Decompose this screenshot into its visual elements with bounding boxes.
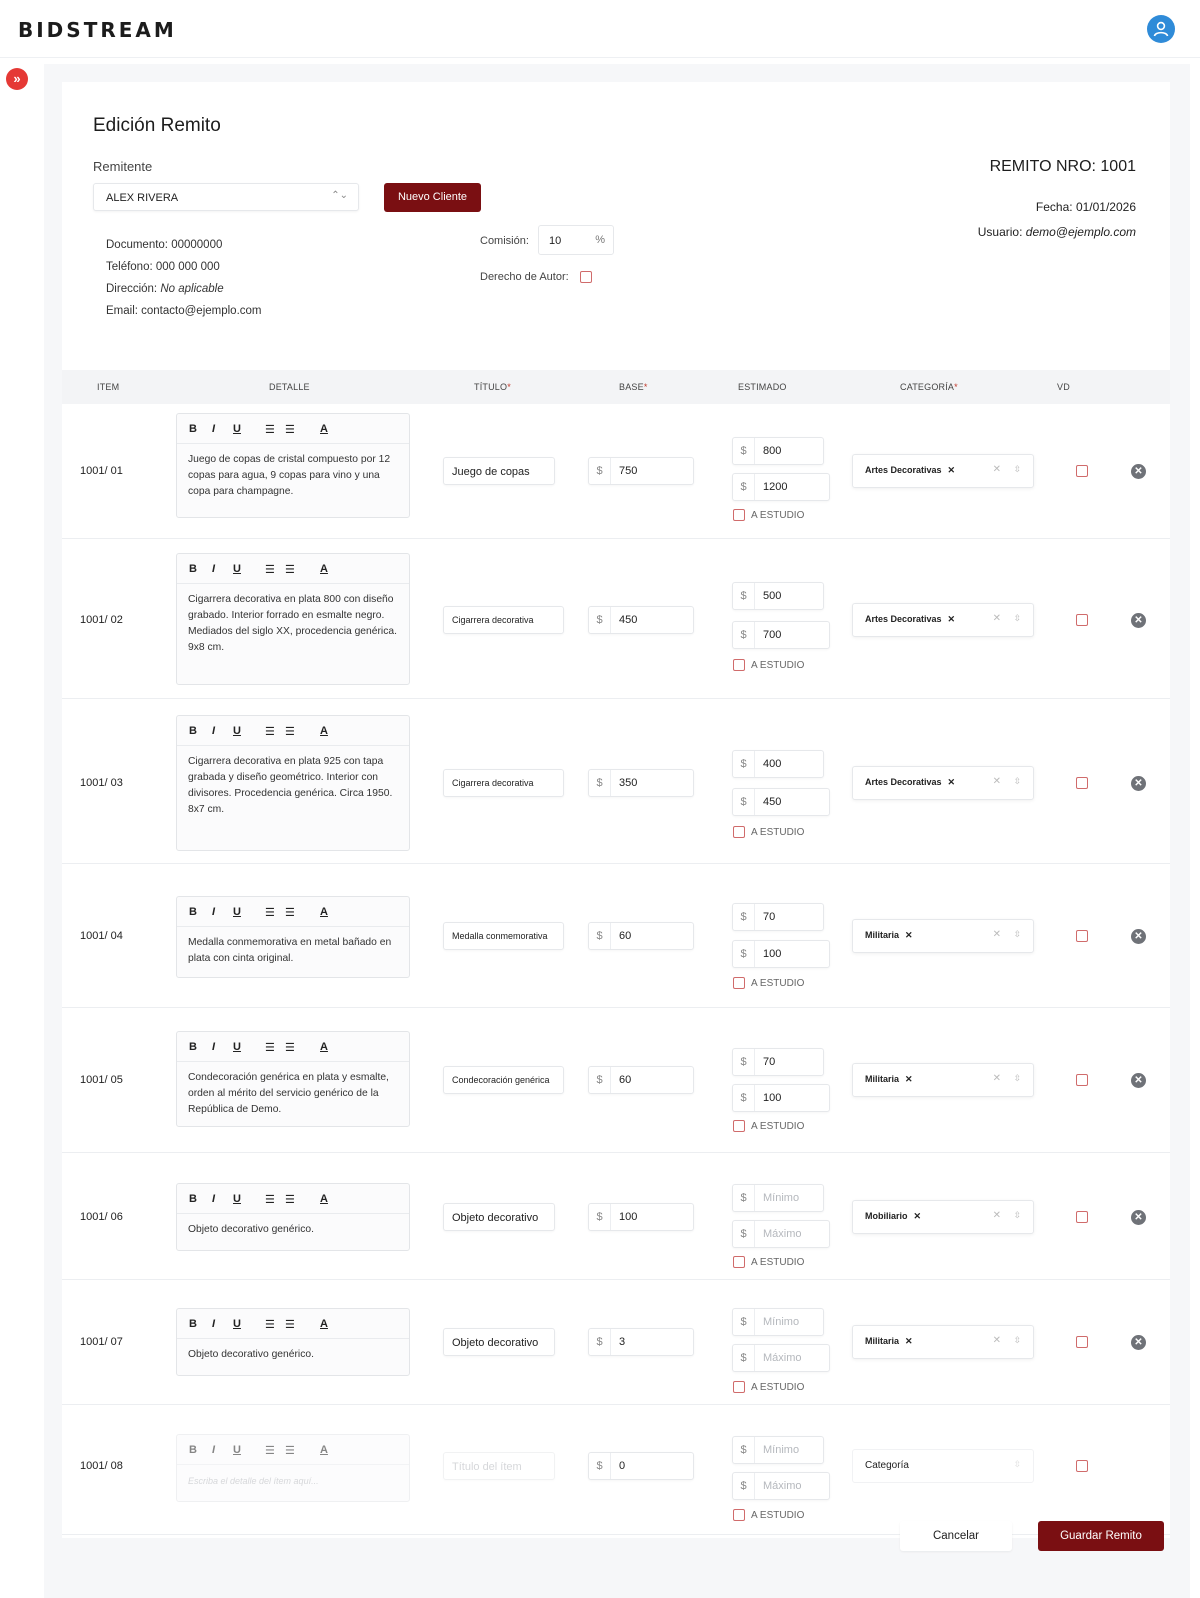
currency-prefix: $ bbox=[589, 1067, 611, 1093]
ordered-list-icon[interactable]: ☰ bbox=[265, 1042, 275, 1054]
categoria-select[interactable] bbox=[852, 454, 1034, 488]
expand-sidebar-icon[interactable]: » bbox=[6, 68, 28, 90]
estimado-max-input[interactable]: $ 1200 bbox=[732, 473, 830, 501]
detalle-text: Juego de copas de cristal compuesto por 12 copas para agua, 9 copas para vino y una copa para champagne. bbox=[188, 454, 391, 497]
base-input[interactable]: $ 3 bbox=[588, 1328, 694, 1356]
estimado-min-input[interactable]: $ 70 bbox=[732, 903, 824, 931]
th-vd: VD bbox=[1057, 382, 1070, 392]
categoria-select[interactable] bbox=[852, 1200, 1034, 1234]
estimado-min-input[interactable]: $ Mínimo bbox=[732, 1184, 824, 1212]
underline-icon[interactable]: U bbox=[233, 1444, 241, 1456]
ordered-list-icon[interactable]: ☰ bbox=[265, 424, 275, 436]
chevron-updown-icon: ⌃⌄ bbox=[331, 190, 348, 201]
a-estudio-checkbox[interactable] bbox=[733, 1256, 745, 1268]
table-header bbox=[62, 370, 1170, 404]
underline-icon[interactable]: U bbox=[233, 1041, 241, 1053]
categoria-select[interactable] bbox=[852, 919, 1034, 953]
underline-icon[interactable]: U bbox=[233, 423, 241, 435]
client-documento: Documento: 00000000 bbox=[106, 239, 223, 251]
currency-prefix: $ bbox=[733, 941, 755, 967]
editor-toolbar bbox=[177, 1309, 409, 1339]
delete-row-icon[interactable]: ✕ bbox=[1131, 613, 1146, 628]
estimado-min-input[interactable]: $ Mínimo bbox=[732, 1308, 824, 1336]
bold-icon[interactable]: B bbox=[189, 1318, 197, 1330]
categoria-select[interactable] bbox=[852, 603, 1034, 637]
text-color-icon[interactable]: A bbox=[320, 423, 328, 435]
editor-toolbar bbox=[177, 414, 409, 444]
chevron-updown-icon: ⇳ bbox=[1013, 1459, 1021, 1469]
base-input[interactable]: $ 750 bbox=[588, 457, 694, 485]
currency-prefix: $ bbox=[733, 1185, 755, 1211]
titulo-input[interactable]: Cigarrera decorativa bbox=[443, 606, 564, 634]
a-estudio-option[interactable]: A ESTUDIO bbox=[733, 1256, 804, 1268]
estimado-min-input[interactable]: $ 70 bbox=[732, 1048, 824, 1076]
detalle-editor[interactable] bbox=[176, 1183, 410, 1251]
base-input[interactable]: $ 60 bbox=[588, 922, 694, 950]
underline-icon[interactable]: U bbox=[233, 906, 241, 918]
currency-prefix: $ bbox=[733, 1085, 755, 1111]
underline-icon[interactable]: U bbox=[233, 563, 241, 575]
item-number: 1001/ 05 bbox=[80, 1074, 123, 1086]
currency-prefix: $ bbox=[733, 789, 755, 815]
remito-user: Usuario: demo@ejemplo.com bbox=[977, 225, 1136, 239]
categoria-chip: Militaria ✕ bbox=[865, 930, 913, 940]
app-logo: BIDSTREAM bbox=[18, 18, 177, 42]
delete-row-icon[interactable]: ✕ bbox=[1131, 1073, 1146, 1088]
item-number: 1001/ 02 bbox=[80, 614, 123, 626]
detalle-editor[interactable] bbox=[176, 1308, 410, 1376]
vd-checkbox[interactable] bbox=[1076, 777, 1088, 789]
delete-row-icon[interactable]: ✕ bbox=[1131, 776, 1146, 791]
clear-icon[interactable]: ✕ bbox=[992, 613, 1001, 624]
detalle-text: Escriba el detalle del ítem aquí... bbox=[188, 1476, 319, 1486]
vd-checkbox[interactable] bbox=[1076, 614, 1088, 626]
remove-chip-icon[interactable]: ✕ bbox=[947, 777, 956, 787]
client-direccion: Dirección: No aplicable bbox=[106, 283, 224, 295]
delete-row-icon[interactable]: ✕ bbox=[1131, 1335, 1146, 1350]
a-estudio-checkbox[interactable] bbox=[733, 1120, 745, 1132]
editor-toolbar bbox=[177, 1032, 409, 1062]
italic-icon[interactable]: I bbox=[212, 725, 216, 737]
currency-prefix: $ bbox=[733, 622, 755, 648]
estimado-min-input[interactable]: $ 500 bbox=[732, 582, 824, 610]
estimado-max-input[interactable]: $ 450 bbox=[732, 788, 830, 816]
item-number: 1001/ 01 bbox=[80, 465, 123, 477]
detalle-editor[interactable] bbox=[176, 715, 410, 851]
remove-chip-icon[interactable]: ✕ bbox=[905, 1336, 913, 1346]
th-categoria: CATEGORÍA* bbox=[900, 382, 958, 392]
ordered-list-icon[interactable]: ☰ bbox=[265, 564, 275, 576]
comision-input[interactable]: 10 % bbox=[538, 225, 614, 255]
text-color-icon[interactable]: A bbox=[320, 725, 328, 737]
a-estudio-checkbox[interactable] bbox=[733, 659, 745, 671]
base-input[interactable]: $ 450 bbox=[588, 606, 694, 634]
currency-prefix: $ bbox=[733, 1437, 755, 1463]
editor-toolbar bbox=[177, 554, 409, 584]
bold-icon[interactable]: B bbox=[189, 906, 197, 918]
ordered-list-icon[interactable]: ☰ bbox=[265, 726, 275, 738]
chevron-updown-icon: ⇳ bbox=[1013, 1210, 1021, 1220]
categoria-chip: Militaria ✕ bbox=[865, 1336, 913, 1346]
page-title: Edición Remito bbox=[93, 115, 221, 136]
percent-suffix: % bbox=[595, 234, 605, 246]
bullet-list-icon[interactable]: ☰ bbox=[285, 1445, 295, 1457]
underline-icon[interactable]: U bbox=[233, 725, 241, 737]
remitente-label: Remitente bbox=[93, 159, 153, 174]
text-color-icon[interactable]: A bbox=[320, 1193, 328, 1205]
currency-prefix: $ bbox=[733, 1309, 755, 1335]
a-estudio-checkbox[interactable] bbox=[733, 977, 745, 989]
italic-icon[interactable]: I bbox=[212, 563, 216, 575]
currency-prefix: $ bbox=[589, 1204, 611, 1230]
item-number: 1001/ 03 bbox=[80, 777, 123, 789]
categoria-select[interactable] bbox=[852, 1063, 1034, 1097]
comision-label: Comisión: bbox=[480, 235, 529, 247]
detalle-editor[interactable] bbox=[176, 896, 410, 978]
chevron-updown-icon: ⇳ bbox=[1013, 1073, 1021, 1083]
client-telefono: Teléfono: 000 000 000 bbox=[106, 261, 220, 273]
detalle-text: Objeto decorativo genérico. bbox=[188, 1349, 314, 1360]
categoria-chip: Mobiliario ✕ bbox=[865, 1211, 922, 1221]
client-email: Email: contacto@ejemplo.com bbox=[106, 305, 262, 317]
categoria-select[interactable] bbox=[852, 1325, 1034, 1359]
currency-prefix: $ bbox=[589, 1329, 611, 1355]
a-estudio-option[interactable]: A ESTUDIO bbox=[733, 977, 804, 989]
currency-prefix: $ bbox=[733, 1345, 755, 1371]
detalle-editor[interactable] bbox=[176, 413, 410, 518]
categoria-chip: Militaria ✕ bbox=[865, 1074, 913, 1084]
chevron-updown-icon: ⇳ bbox=[1013, 929, 1021, 939]
derecho-autor-checkbox[interactable] bbox=[580, 271, 592, 283]
a-estudio-checkbox[interactable] bbox=[733, 826, 745, 838]
chevron-updown-icon: ⇳ bbox=[1013, 613, 1021, 623]
currency-prefix: $ bbox=[733, 474, 755, 500]
currency-prefix: $ bbox=[589, 1453, 611, 1479]
item-number: 1001/ 06 bbox=[80, 1211, 123, 1223]
ordered-list-icon[interactable]: ☰ bbox=[265, 1445, 275, 1457]
th-detalle: DETALLE bbox=[269, 382, 310, 392]
th-base: BASE* bbox=[619, 382, 648, 392]
currency-prefix: $ bbox=[733, 904, 755, 930]
estimado-min-input[interactable]: $ 400 bbox=[732, 750, 824, 778]
titulo-input[interactable]: Medalla conmemorativa bbox=[443, 922, 564, 950]
vd-checkbox[interactable] bbox=[1076, 1211, 1088, 1223]
titulo-input[interactable]: Título del ítem bbox=[443, 1452, 555, 1480]
text-color-icon[interactable]: A bbox=[320, 1041, 328, 1053]
remitente-value: ALEX RIVERA bbox=[106, 192, 179, 204]
top-bar bbox=[0, 0, 1200, 58]
bullet-list-icon[interactable]: ☰ bbox=[285, 564, 295, 576]
vd-checkbox[interactable] bbox=[1076, 1460, 1088, 1472]
a-estudio-option[interactable]: A ESTUDIO bbox=[733, 1120, 804, 1132]
currency-prefix: $ bbox=[733, 751, 755, 777]
remito-date: Fecha: 01/01/2026 bbox=[1035, 200, 1136, 214]
base-input[interactable]: $ 0 bbox=[588, 1452, 694, 1480]
ordered-list-icon[interactable]: ☰ bbox=[265, 1319, 275, 1331]
item-number: 1001/ 08 bbox=[80, 1460, 123, 1472]
ordered-list-icon[interactable]: ☰ bbox=[265, 907, 275, 919]
currency-prefix: $ bbox=[589, 770, 611, 796]
titulo-input[interactable]: Objeto decorativo bbox=[443, 1328, 555, 1356]
bullet-list-icon[interactable]: ☰ bbox=[285, 907, 295, 919]
clear-icon[interactable]: ✕ bbox=[992, 776, 1001, 787]
currency-prefix: $ bbox=[589, 923, 611, 949]
delete-row-icon[interactable]: ✕ bbox=[1131, 464, 1146, 479]
currency-prefix: $ bbox=[733, 1049, 755, 1075]
bullet-list-icon[interactable]: ☰ bbox=[285, 1319, 295, 1331]
bold-icon[interactable]: B bbox=[189, 1444, 197, 1456]
editor-toolbar bbox=[177, 1184, 409, 1214]
vd-checkbox[interactable] bbox=[1076, 1336, 1088, 1348]
item-number: 1001/ 04 bbox=[80, 930, 123, 942]
clear-icon[interactable]: ✕ bbox=[992, 1210, 1001, 1221]
detalle-text: Cigarrera decorativa en plata 800 con diseño grabado. Interior forrado en esmalte negro. Mediados del siglo XX, procedencia genérica. 9x8 cm. bbox=[188, 594, 397, 653]
a-estudio-option[interactable]: A ESTUDIO bbox=[733, 826, 804, 838]
base-input[interactable]: $ 60 bbox=[588, 1066, 694, 1094]
editor-toolbar bbox=[177, 716, 409, 746]
text-color-icon[interactable]: A bbox=[320, 1444, 328, 1456]
detalle-editor[interactable] bbox=[176, 1031, 410, 1127]
categoria-select[interactable]: Categoría ⇳ bbox=[852, 1449, 1034, 1483]
titulo-input[interactable]: Cigarrera decorativa bbox=[443, 769, 564, 797]
vd-checkbox[interactable] bbox=[1076, 465, 1088, 477]
user-icon[interactable] bbox=[1147, 15, 1175, 43]
text-color-icon[interactable]: A bbox=[320, 906, 328, 918]
text-color-icon[interactable]: A bbox=[320, 563, 328, 575]
remove-chip-icon[interactable]: ✕ bbox=[947, 614, 956, 624]
currency-prefix: $ bbox=[589, 607, 611, 633]
estimado-min-input[interactable]: $ 800 bbox=[732, 437, 824, 465]
a-estudio-checkbox[interactable] bbox=[733, 1509, 745, 1521]
delete-row-icon[interactable]: ✕ bbox=[1131, 1210, 1146, 1225]
vd-checkbox[interactable] bbox=[1076, 1074, 1088, 1086]
th-estimado: ESTIMADO bbox=[738, 382, 787, 392]
estimado-max-input[interactable]: $ 100 bbox=[732, 1084, 830, 1112]
categoria-select[interactable] bbox=[852, 766, 1034, 800]
currency-prefix: $ bbox=[733, 438, 755, 464]
item-number: 1001/ 07 bbox=[80, 1336, 123, 1348]
italic-icon[interactable]: I bbox=[212, 1041, 216, 1053]
cancel-button[interactable]: Cancelar bbox=[900, 1521, 1012, 1551]
currency-prefix: $ bbox=[733, 1221, 755, 1247]
bullet-list-icon[interactable]: ☰ bbox=[285, 1042, 295, 1054]
remitente-select[interactable] bbox=[93, 183, 359, 211]
estimado-max-input[interactable]: $ 700 bbox=[732, 621, 830, 649]
bold-icon[interactable]: B bbox=[189, 1041, 197, 1053]
bullet-list-icon[interactable]: ☰ bbox=[285, 424, 295, 436]
detalle-editor[interactable] bbox=[176, 553, 410, 685]
italic-icon[interactable]: I bbox=[212, 1444, 216, 1456]
vd-checkbox[interactable] bbox=[1076, 930, 1088, 942]
ordered-list-icon[interactable]: ☰ bbox=[265, 1194, 275, 1206]
derecho-autor-label: Derecho de Autor: bbox=[480, 271, 569, 283]
clear-icon[interactable]: ✕ bbox=[992, 464, 1001, 475]
italic-icon[interactable]: I bbox=[212, 1193, 216, 1205]
a-estudio-option[interactable]: A ESTUDIO bbox=[733, 1381, 804, 1393]
bullet-list-icon[interactable]: ☰ bbox=[285, 1194, 295, 1206]
remove-chip-icon[interactable]: ✕ bbox=[905, 1074, 913, 1084]
detalle-text: Cigarrera decorativa en plata 925 con tapa grabada y diseño geométrico. Interior con divisores. Procedencia genérica. Circa 1950. 8x7 cm. bbox=[188, 756, 393, 815]
remove-chip-icon[interactable]: ✕ bbox=[905, 930, 913, 940]
chevron-updown-icon: ⇳ bbox=[1013, 776, 1021, 786]
currency-prefix: $ bbox=[733, 1473, 755, 1499]
categoria-chip: Artes Decorativas ✕ bbox=[865, 777, 956, 787]
detalle-text: Objeto decorativo genérico. bbox=[188, 1224, 314, 1235]
a-estudio-checkbox[interactable] bbox=[733, 1381, 745, 1393]
client-info bbox=[106, 234, 262, 322]
clear-icon[interactable]: ✕ bbox=[992, 1073, 1001, 1084]
detalle-editor[interactable] bbox=[176, 1434, 410, 1502]
th-item: ITEM bbox=[97, 382, 120, 392]
currency-prefix: $ bbox=[589, 458, 611, 484]
bold-icon[interactable]: B bbox=[189, 423, 197, 435]
a-estudio-option[interactable]: A ESTUDIO bbox=[733, 659, 804, 671]
bullet-list-icon[interactable]: ☰ bbox=[285, 726, 295, 738]
clear-icon[interactable]: ✕ bbox=[992, 929, 1001, 940]
bold-icon[interactable]: B bbox=[189, 1193, 197, 1205]
estimado-max-input[interactable]: $ Máximo bbox=[732, 1344, 830, 1372]
nuevo-cliente-button[interactable]: Nuevo Cliente bbox=[384, 183, 481, 212]
chevron-updown-icon: ⇳ bbox=[1013, 464, 1021, 474]
italic-icon[interactable]: I bbox=[212, 423, 216, 435]
titulo-input[interactable]: Juego de copas bbox=[443, 457, 555, 485]
estimado-max-input[interactable]: $ Máximo bbox=[732, 1220, 830, 1248]
currency-prefix: $ bbox=[733, 583, 755, 609]
chevron-updown-icon: ⇳ bbox=[1013, 1335, 1021, 1345]
underline-icon[interactable]: U bbox=[233, 1318, 241, 1330]
delete-row-icon[interactable]: ✕ bbox=[1131, 929, 1146, 944]
bold-icon[interactable]: B bbox=[189, 725, 197, 737]
estimado-min-input[interactable]: $ Mínimo bbox=[732, 1436, 824, 1464]
editor-toolbar bbox=[177, 897, 409, 927]
categoria-chip: Artes Decorativas ✕ bbox=[865, 614, 956, 624]
base-input[interactable]: $ 350 bbox=[588, 769, 694, 797]
base-input[interactable]: $ 100 bbox=[588, 1203, 694, 1231]
remito-number: REMITO NRO: 1001 bbox=[989, 158, 1136, 175]
estimado-max-input[interactable]: $ 100 bbox=[732, 940, 830, 968]
clear-icon[interactable]: ✕ bbox=[992, 1335, 1001, 1346]
italic-icon[interactable]: I bbox=[212, 1318, 216, 1330]
categoria-chip: Artes Decorativas ✕ bbox=[865, 465, 956, 475]
italic-icon[interactable]: I bbox=[212, 906, 216, 918]
a-estudio-option[interactable]: A ESTUDIO bbox=[733, 509, 804, 521]
a-estudio-checkbox[interactable] bbox=[733, 509, 745, 521]
titulo-input[interactable]: Condecoración genérica bbox=[443, 1066, 564, 1094]
th-titulo: TÍTULO* bbox=[474, 382, 511, 392]
titulo-input[interactable]: Objeto decorativo bbox=[443, 1203, 555, 1231]
a-estudio-option[interactable]: A ESTUDIO bbox=[733, 1509, 804, 1521]
remove-chip-icon[interactable]: ✕ bbox=[947, 465, 956, 475]
estimado-max-input[interactable]: $ Máximo bbox=[732, 1472, 830, 1500]
save-remito-button[interactable]: Guardar Remito bbox=[1038, 1521, 1164, 1551]
remove-chip-icon[interactable]: ✕ bbox=[913, 1211, 922, 1221]
detalle-text: Condecoración genérica en plata y esmalte, orden al mérito del servicio genérico de la República de Demo. bbox=[188, 1072, 389, 1115]
editor-toolbar bbox=[177, 1435, 409, 1465]
text-color-icon[interactable]: A bbox=[320, 1318, 328, 1330]
detalle-text: Medalla conmemorativa en metal bañado en plata con cinta original. bbox=[188, 937, 392, 964]
underline-icon[interactable]: U bbox=[233, 1193, 241, 1205]
bold-icon[interactable]: B bbox=[189, 563, 197, 575]
